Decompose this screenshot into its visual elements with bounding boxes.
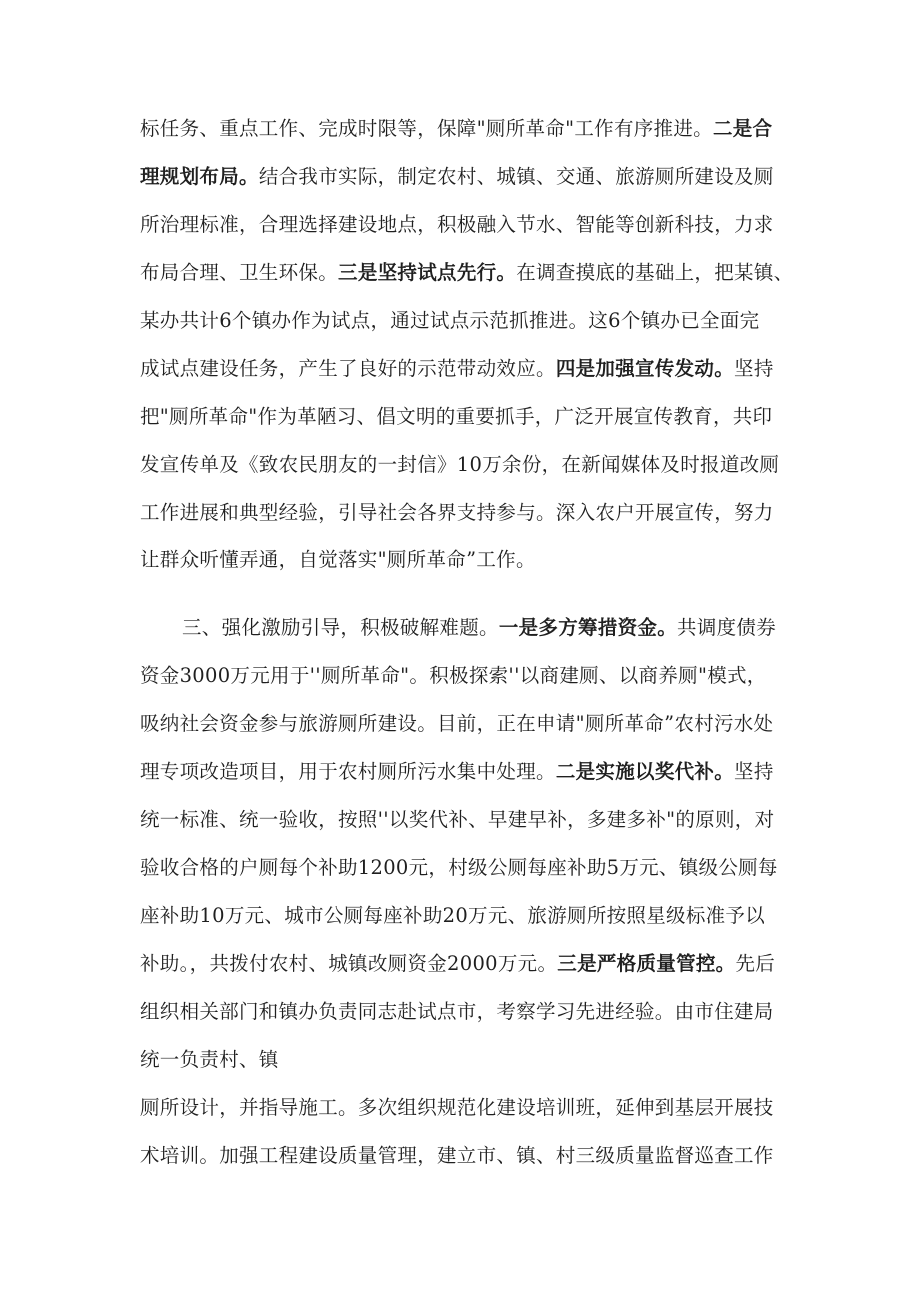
text-segment: 布局合理、卫生环保。 (140, 261, 339, 284)
bold-text-segment: 一是多方筹措资金。 (498, 616, 678, 639)
text-line (140, 304, 759, 338)
text-segment: 资金3000万元用于''厕所革命"。积极探索''以商建厕、以商养厕"模式， (140, 664, 767, 687)
text-segment: 在调查摸底的基础上，把某镇、 (516, 261, 794, 284)
text-segment: 让群众听懂弄通，自觉落实"厕所革命”工作。 (140, 548, 536, 571)
text-line (140, 947, 775, 981)
text-segment: 统一标准、统一验收，按照''以奖代补、早建早补，多建多补"的原则，对 (140, 808, 775, 831)
text-line (140, 851, 778, 885)
text-segment: 坚持 (734, 760, 774, 783)
text-line (140, 707, 773, 741)
text-line (140, 256, 793, 290)
text-segment: 吸纳社会资金参与旅游厕所建设。目前，正在申请"厕所革命”农村污水处 (140, 712, 774, 735)
text-line (140, 112, 772, 146)
text-line (140, 899, 765, 933)
text-line (140, 659, 767, 693)
text-line (140, 803, 774, 837)
bold-text-segment: 三是严格质量管控。 (557, 952, 736, 975)
text-segment: 术培训。加强工程建设质量管理，建立市、镇、村三级质量监督巡查工作 (140, 1144, 774, 1167)
text-segment: 补助。，共拨付农村、城镇改厕资金2000万元。 (140, 952, 558, 975)
text-segment: 统一负责村、镇 (140, 1048, 279, 1071)
text-line (140, 160, 774, 194)
text-segment: 验收合格的户厕每个补助1200元，村级公厕每座补助5万元、镇级公厕每 (140, 856, 778, 879)
text-segment: 厕所设计，并指导施工。多次组织规范化建设培训班，延伸到基层开展技 (140, 1096, 774, 1119)
text-line (140, 400, 772, 434)
text-line (182, 611, 776, 645)
text-line (140, 543, 536, 577)
text-line (140, 208, 774, 242)
text-segment: 座补助10万元、城市公厕每座补助20万元、旅游厕所按照星级标准予以 (140, 904, 766, 927)
text-line (140, 1139, 774, 1173)
text-segment: 把"厕所革命"作为革陋习、倡文明的重要抓手，广泛开展宣传教育，共印 (140, 405, 773, 428)
text-line (140, 352, 774, 386)
text-segment: 某办共计6个镇办作为试点，通过试点示范抓推进。这6个镇办已全面完 (140, 309, 760, 332)
text-line (140, 1091, 774, 1125)
bold-text-segment: 四是加强宣传发动。 (555, 357, 735, 380)
text-segment: 组织相关部门和镇办负责同志赴试点市，考察学习先进经验。由市住建局 (140, 1000, 774, 1023)
text-segment: 工作进展和典型经验，引导社会各界支持参与。深入农户开展宣传，努力 (140, 501, 774, 524)
text-line (140, 1043, 279, 1077)
bold-text-segment: 二是实施以奖代补。 (555, 760, 735, 783)
text-line (140, 496, 774, 530)
text-segment: 先后 (735, 952, 776, 975)
bold-text-segment: 理规划布局。 (140, 165, 259, 188)
text-segment: 共调度债券 (677, 616, 777, 639)
bold-text-segment: 二是合 (712, 117, 773, 140)
text-segment: 理专项改造项目，用于农村厕所污水集中处理。 (140, 760, 556, 783)
bold-text-segment: 三是坚持试点先行。 (338, 261, 517, 284)
text-segment: 成试点建设任务，产生了良好的示范带动效应。 (140, 357, 556, 380)
text-segment: 坚持 (734, 357, 774, 380)
text-line (140, 755, 774, 789)
text-segment: 标任务、重点工作、完成时限等，保障"厕所革命"工作有序推进。 (140, 117, 713, 140)
text-line (140, 995, 774, 1029)
text-segment: 结合我市实际，制定农村、城镇、交通、旅游厕所建设及厕 (258, 165, 774, 188)
text-segment: 三、强化激励引导，积极破解难题。 (182, 616, 499, 639)
text-segment: 发宣传单及《致农民朋友的一封信》10万余份，在新闻媒体及时报道改厕 (140, 453, 780, 476)
text-line (140, 448, 779, 482)
text-segment: 所治理标准，合理选择建设地点，积极融入节水、智能等创新科技，力求 (140, 213, 774, 236)
